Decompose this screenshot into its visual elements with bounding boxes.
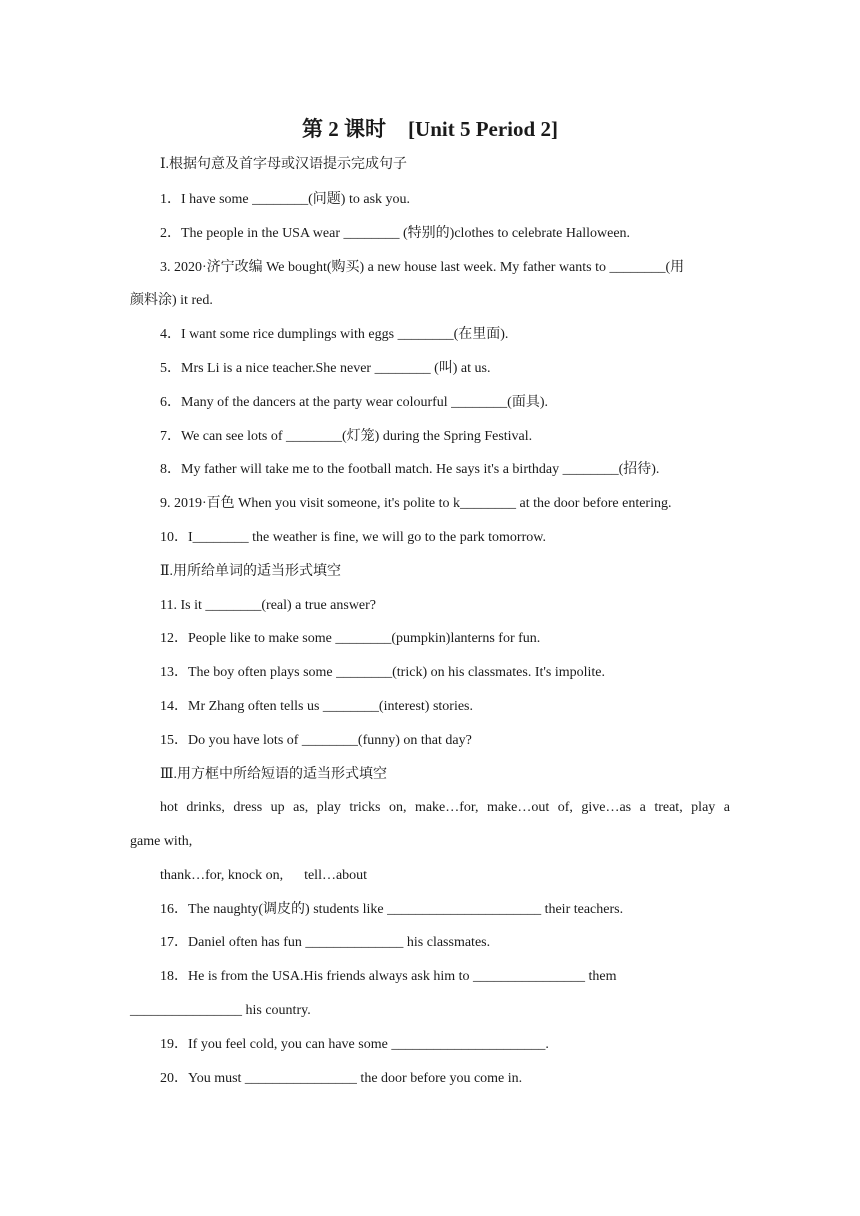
question-15: 15．Do you have lots of ________(funny) on that day? (160, 733, 472, 748)
page-title (0, 113, 860, 143)
question-4: 4．I want some rice dumplings with eggs ________(在里面). (160, 327, 509, 342)
question-19: 19．If you feel cold, you can have some ______________________. (160, 1037, 549, 1052)
question-18-line-2: ________________ his country. (130, 1003, 311, 1018)
section-heading-2: Ⅱ.用所给单词的适当形式填空 (160, 564, 342, 579)
question-14: 14．Mr Zhang often tells us ________(interest) stories. (160, 699, 474, 714)
phrase-box-line-1: hot drinks, dress up as, play tricks on, make…for, make…out of, give…as a treat, play a (160, 800, 730, 815)
question-12: 12．People like to make some ________(pumpkin)lanterns for fun. (160, 631, 541, 646)
question-16: 16．The naughty(调皮的) students like ______________________ their teachers. (160, 902, 624, 917)
question-6: 6．Many of the dancers at the party wear colourful ________(面具). (160, 395, 548, 410)
question-8: 8．My father will take me to the football match. He says it's a birthday ________(招待). (160, 462, 660, 477)
section-heading-3: Ⅲ.用方框中所给短语的适当形式填空 (160, 767, 388, 782)
question-18-line-1: 18．He is from the USA.His friends always ask him to ________________ them (160, 969, 617, 984)
question-20: 20．You must ________________ the door before you come in. (160, 1071, 523, 1086)
question-17: 17．Daniel often has fun ______________ his classmates. (160, 935, 491, 950)
question-2: 2．The people in the USA wear ________ (特别的)clothes to celebrate Halloween. (160, 226, 631, 241)
title-lesson: 第 2 课时 (302, 117, 387, 141)
question-9: 9. 2019·百色 When you visit someone, it's polite to k________ at the door before entering. (160, 496, 672, 511)
section-heading-1: Ⅰ.根据句意及首字母或汉语提示完成句子 (160, 157, 408, 172)
question-1: 1．I have some ________(问题) to ask you. (160, 192, 411, 207)
phrase-box-line-2: game with, (130, 834, 193, 849)
phrase-box-line-3: thank…for, knock on, tell…about (160, 868, 368, 883)
question-3-line-1: 3. 2020·济宁改编 We bought(购买) a new house last week. My father wants to ________(用 (160, 260, 685, 275)
question-10: 10．I________ the weather is fine, we will go to the park tomorrow. (160, 530, 546, 545)
question-7: 7．We can see lots of ________(灯笼) during the Spring Festival. (160, 429, 533, 444)
question-5: 5．Mrs Li is a nice teacher.She never ________ (叫) at us. (160, 361, 491, 376)
question-13: 13．The boy often plays some ________(trick) on his classmates. It's impolite. (160, 665, 606, 680)
question-3-line-2: 颜料涂) it red. (130, 293, 213, 308)
title-unit: [Unit 5 Period 2] (408, 117, 558, 141)
question-11: 11. Is it ________(real) a true answer? (160, 598, 377, 613)
